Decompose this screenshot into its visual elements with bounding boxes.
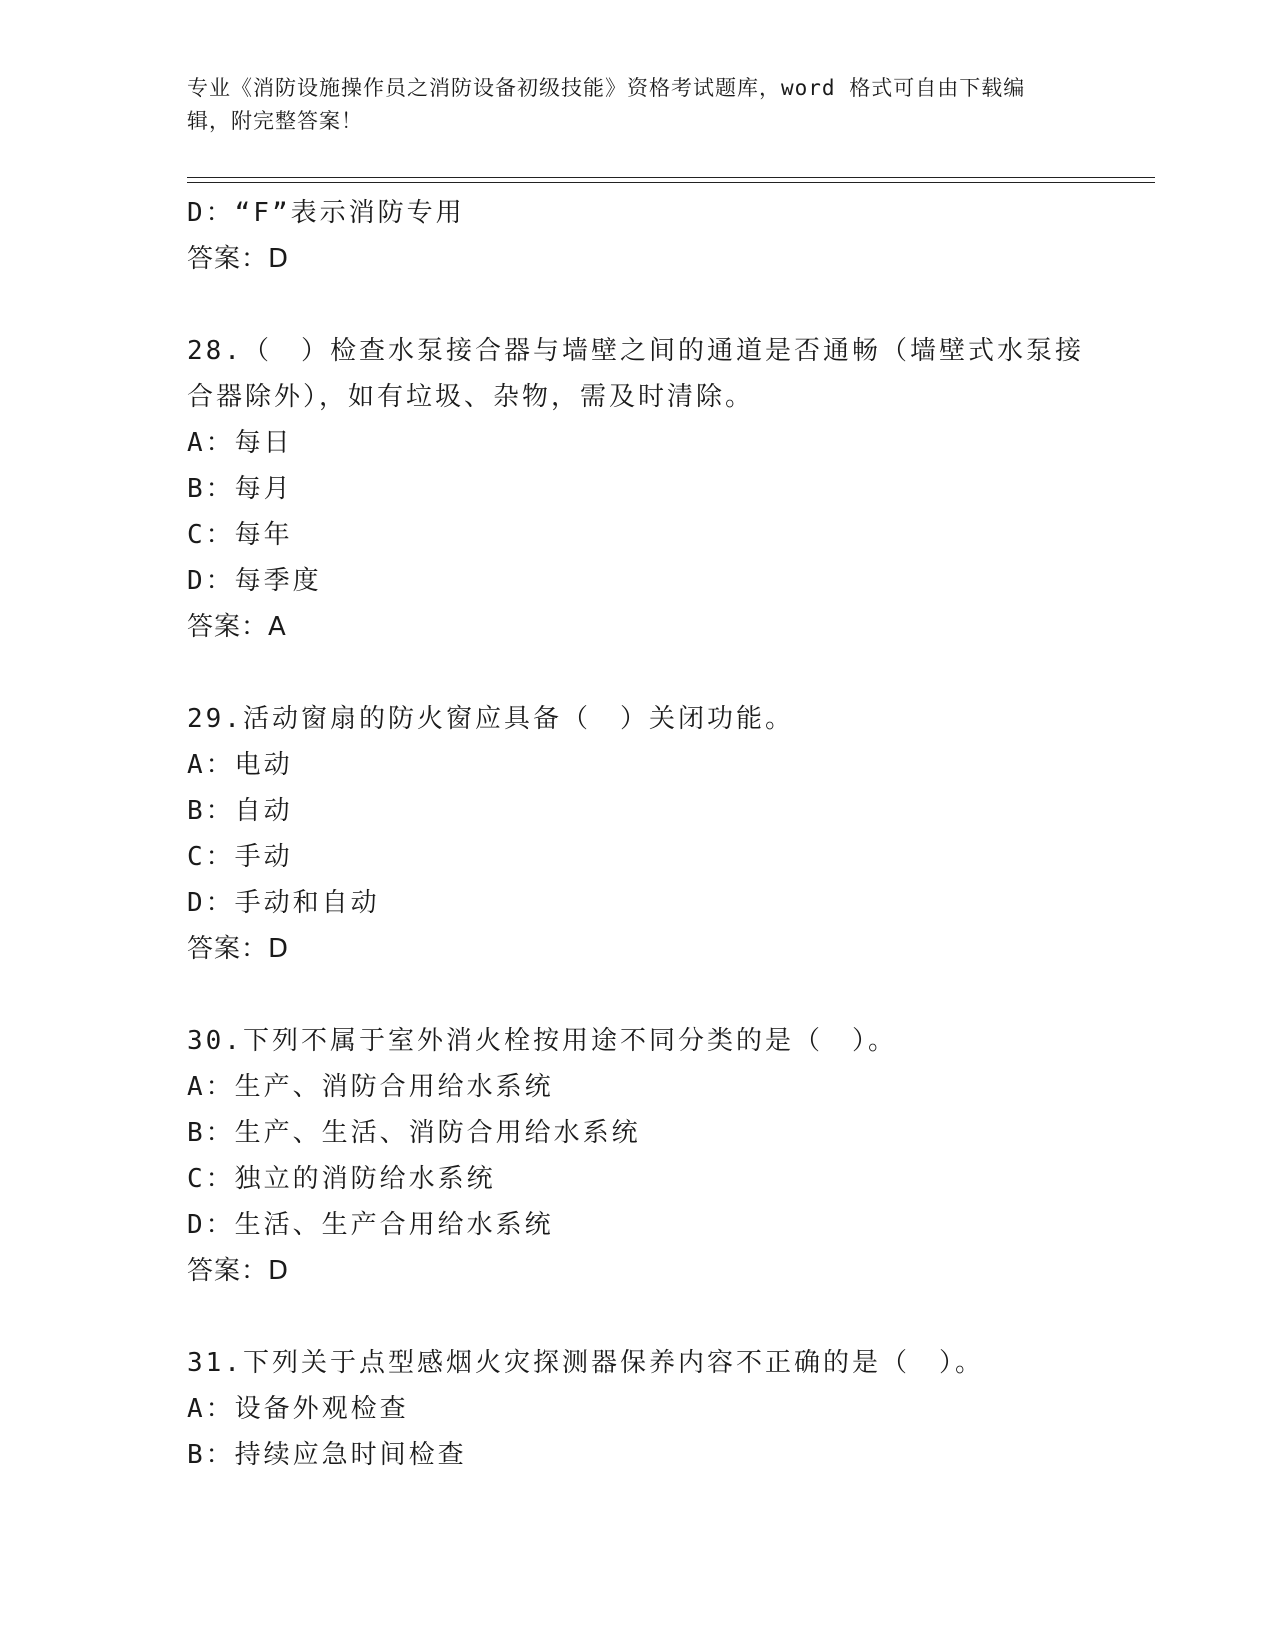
option-a: A：生产、消防合用给水系统: [187, 1072, 554, 1102]
question-30: [187, 1018, 1087, 1294]
option-c: C：独立的消防给水系统: [187, 1164, 496, 1194]
header-divider-top: [187, 177, 1155, 178]
answer: 答案：D: [187, 934, 290, 964]
answer: 答案：D: [187, 1256, 290, 1286]
question-text: 28.（ ）检查水泵接合器与墙壁之间的通道是否通畅（墙壁式水泵接合器除外），如有垃圾、杂物，需及时清除。: [187, 336, 1084, 412]
prev-option-d: D：“F”表示消防专用: [187, 198, 465, 228]
document-header: [187, 72, 1067, 138]
spacer: [187, 972, 1087, 1018]
prev-answer: 答案：D: [187, 244, 290, 274]
spacer: [187, 1294, 1087, 1340]
question-text: 31.下列关于点型感烟火灾探测器保养内容不正确的是（ ）。: [187, 1348, 984, 1378]
option-a: A：每日: [187, 428, 293, 458]
header-divider-bottom: [187, 182, 1155, 183]
exam-content: [187, 190, 1087, 1478]
question-31: [187, 1340, 1087, 1478]
option-d: D：每季度: [187, 566, 322, 596]
option-c: C：每年: [187, 520, 293, 550]
question-text: 30.下列不属于室外消火栓按用途不同分类的是（ ）。: [187, 1026, 897, 1056]
header-text: 专业《消防设施操作员之消防设备初级技能》资格考试题库，word 格式可自由下载编辑，附完整答案！: [187, 76, 1026, 133]
option-c: C：手动: [187, 842, 293, 872]
option-b: B：自动: [187, 796, 293, 826]
option-b: B：每月: [187, 474, 293, 504]
question-28: [187, 328, 1087, 650]
question-29: [187, 696, 1087, 972]
option-d: D：手动和自动: [187, 888, 380, 918]
option-a: A：设备外观检查: [187, 1394, 409, 1424]
question-text: 29.活动窗扇的防火窗应具备（ ）关闭功能。: [187, 704, 794, 734]
answer: 答案：A: [187, 612, 287, 642]
spacer: [187, 282, 1087, 328]
spacer: [187, 650, 1087, 696]
option-a: A：电动: [187, 750, 293, 780]
option-b: B：持续应急时间检查: [187, 1440, 467, 1470]
option-b: B：生产、生活、消防合用给水系统: [187, 1118, 641, 1148]
option-d: D：生活、生产合用给水系统: [187, 1210, 554, 1240]
